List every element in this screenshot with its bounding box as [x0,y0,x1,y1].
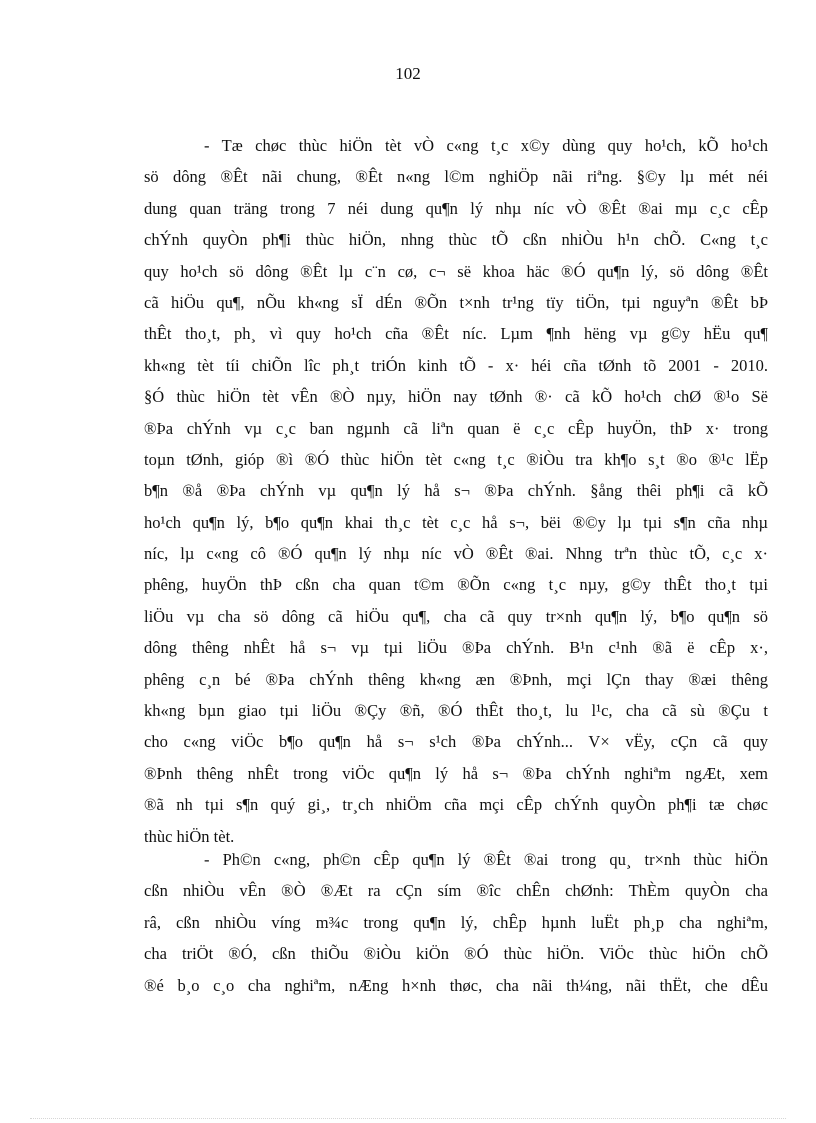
text-line: phêng, huyÖn thÞ cßn cha quan t©m ®Õn c«ng t¸c nµy, g©y thÊt tho¸t tµi [144,575,768,595]
text-line: dông thêng nhÊt hå s¬ vµ tµi liÖu ®Þa chÝnh. B¹n c¹nh ®ã ë cÊp x·, [144,638,768,658]
text-line: ®Þnh thêng nhÊt trong viÖc qu¶n lý hå s¬ ®Þa chÝnh nghiªm ngÆt, xem [144,763,768,783]
text-line: toµn tØnh, gióp ®ì ®Ó thùc hiÖn tèt c«ng t¸c ®iÒu tra kh¶o s¸t ®o ®¹c lËp [144,449,768,469]
text-line: ®ã nh tµi s¶n quý gi¸, tr¸ch nhiÖm cña mçi cÊp chÝnh quyÒn ph¶i tæ chøc [144,795,768,815]
text-line: liÖu vµ cha sö dông cã hiÖu qu¶, cha cã quy tr×nh qu¶n lý, b¶o qu¶n sö [144,606,768,626]
text-line: kh«ng bµn giao tµi liÖu ®Çy ®ñ, ®Ó thÊt tho¸t, lu l¹c, cha cã sù ®Çu t [144,701,768,721]
text-line: dung quan träng trong 7 néi dung qu¶n lý nhµ níc vÒ ®Êt ®ai mµ c¸c cÊp [144,198,768,218]
text-line: sö dông ®Êt nãi chung, ®Êt n«ng l©m nghiÖp nãi riªng. §©y lµ mét néi [144,167,768,187]
text-line: chÝnh quyÒn ph¶i thùc hiÖn, nhng thùc tÕ cßn nhiÒu h¹n chÕ. C«ng t¸c [144,230,768,250]
page-edge-divider [30,1118,786,1119]
text-line: phêng c¸n bé ®Þa chÝnh thêng kh«ng æn ®Þnh, mçi lÇn thay ®æi thêng [144,669,768,689]
text-line: ®Þa chÝnh vµ c¸c ban ngµnh cã liªn quan ë c¸c cÊp huyÖn, thÞ x· trong [144,418,768,438]
text-line: §Ó thùc hiÖn tèt vÊn ®Ò nµy, hiÖn nay tØnh ®· cã kÕ ho¹ch chØ ®¹o Së [144,387,768,407]
text-line: râ, cßn nhiÒu víng m¾c trong qu¶n lý, chÊp hµnh luËt ph¸p cha nghiªm, [144,912,768,932]
text-line: cã hiÖu qu¶, nÕu kh«ng sÏ dÉn ®Õn t×nh tr¹ng tïy tiÖn, tµi nguyªn ®Êt bÞ [144,292,768,312]
text-line: ®é b¸o c¸o cha nghiªm, nÆng h×nh thøc, cha nãi th¼ng, nãi thËt, che dÊu [144,975,768,995]
text-line: thÊt tho¸t, ph¸ vì quy ho¹ch cña ®Êt níc. Lµm ¶nh hëng vµ g©y hËu qu¶ [144,324,768,344]
text-line: kh«ng tèt tíi chiÕn lîc ph¸t triÓn kinh tÕ - x· héi cña tØnh tõ 2001 - 2010. [144,355,768,375]
text-line: cho c«ng viÖc b¶o qu¶n hå s¬ s¹ch ®Þa chÝnh... V× vËy, cÇn cã quy [144,732,768,752]
text-line: níc, lµ c«ng cô ®Ó qu¶n lý nhµ níc vÒ ®Êt ®ai. Nhng trªn thùc tÕ, c¸c x· [144,544,768,564]
text-line: cha triÖt ®Ó, cßn thiÕu ®iÒu kiÖn ®Ó thùc hiÖn. ViÖc thùc hiÖn chÕ [144,944,768,964]
text-line: b¶n ®å ®Þa chÝnh vµ qu¶n lý hå s¬ ®Þa chÝnh. §ång thêi ph¶i cã kÕ [144,481,768,501]
body-paragraph [144,844,768,1001]
body-paragraph [144,130,768,852]
text-line: cßn nhiÒu vÊn ®Ò ®Æt ra cÇn sím ®îc chÊn chØnh: ThÈm quyÒn cha [144,881,768,901]
text-line: - Tæ chøc thùc hiÖn tèt vÒ c«ng t¸c x©y dùng quy ho¹ch, kÕ ho¹ch [204,136,768,155]
text-line: - Ph©n c«ng, ph©n cÊp qu¶n lý ®Êt ®ai trong qu¸ tr×nh thùc hiÖn [204,850,768,869]
text-line: ho¹ch qu¶n lý, b¶o qu¶n khai th¸c tèt c¸c hå s¬, bëi ®©y lµ tµi s¶n cña nhµ [144,512,768,532]
text-line: thùc hiÖn tèt. [144,826,235,846]
page-number: 102 [395,64,421,83]
text-line: quy ho¹ch sö dông ®Êt lµ c¨n cø, c¬ së khoa häc ®Ó qu¶n lý, sö dông ®Êt [144,261,768,281]
